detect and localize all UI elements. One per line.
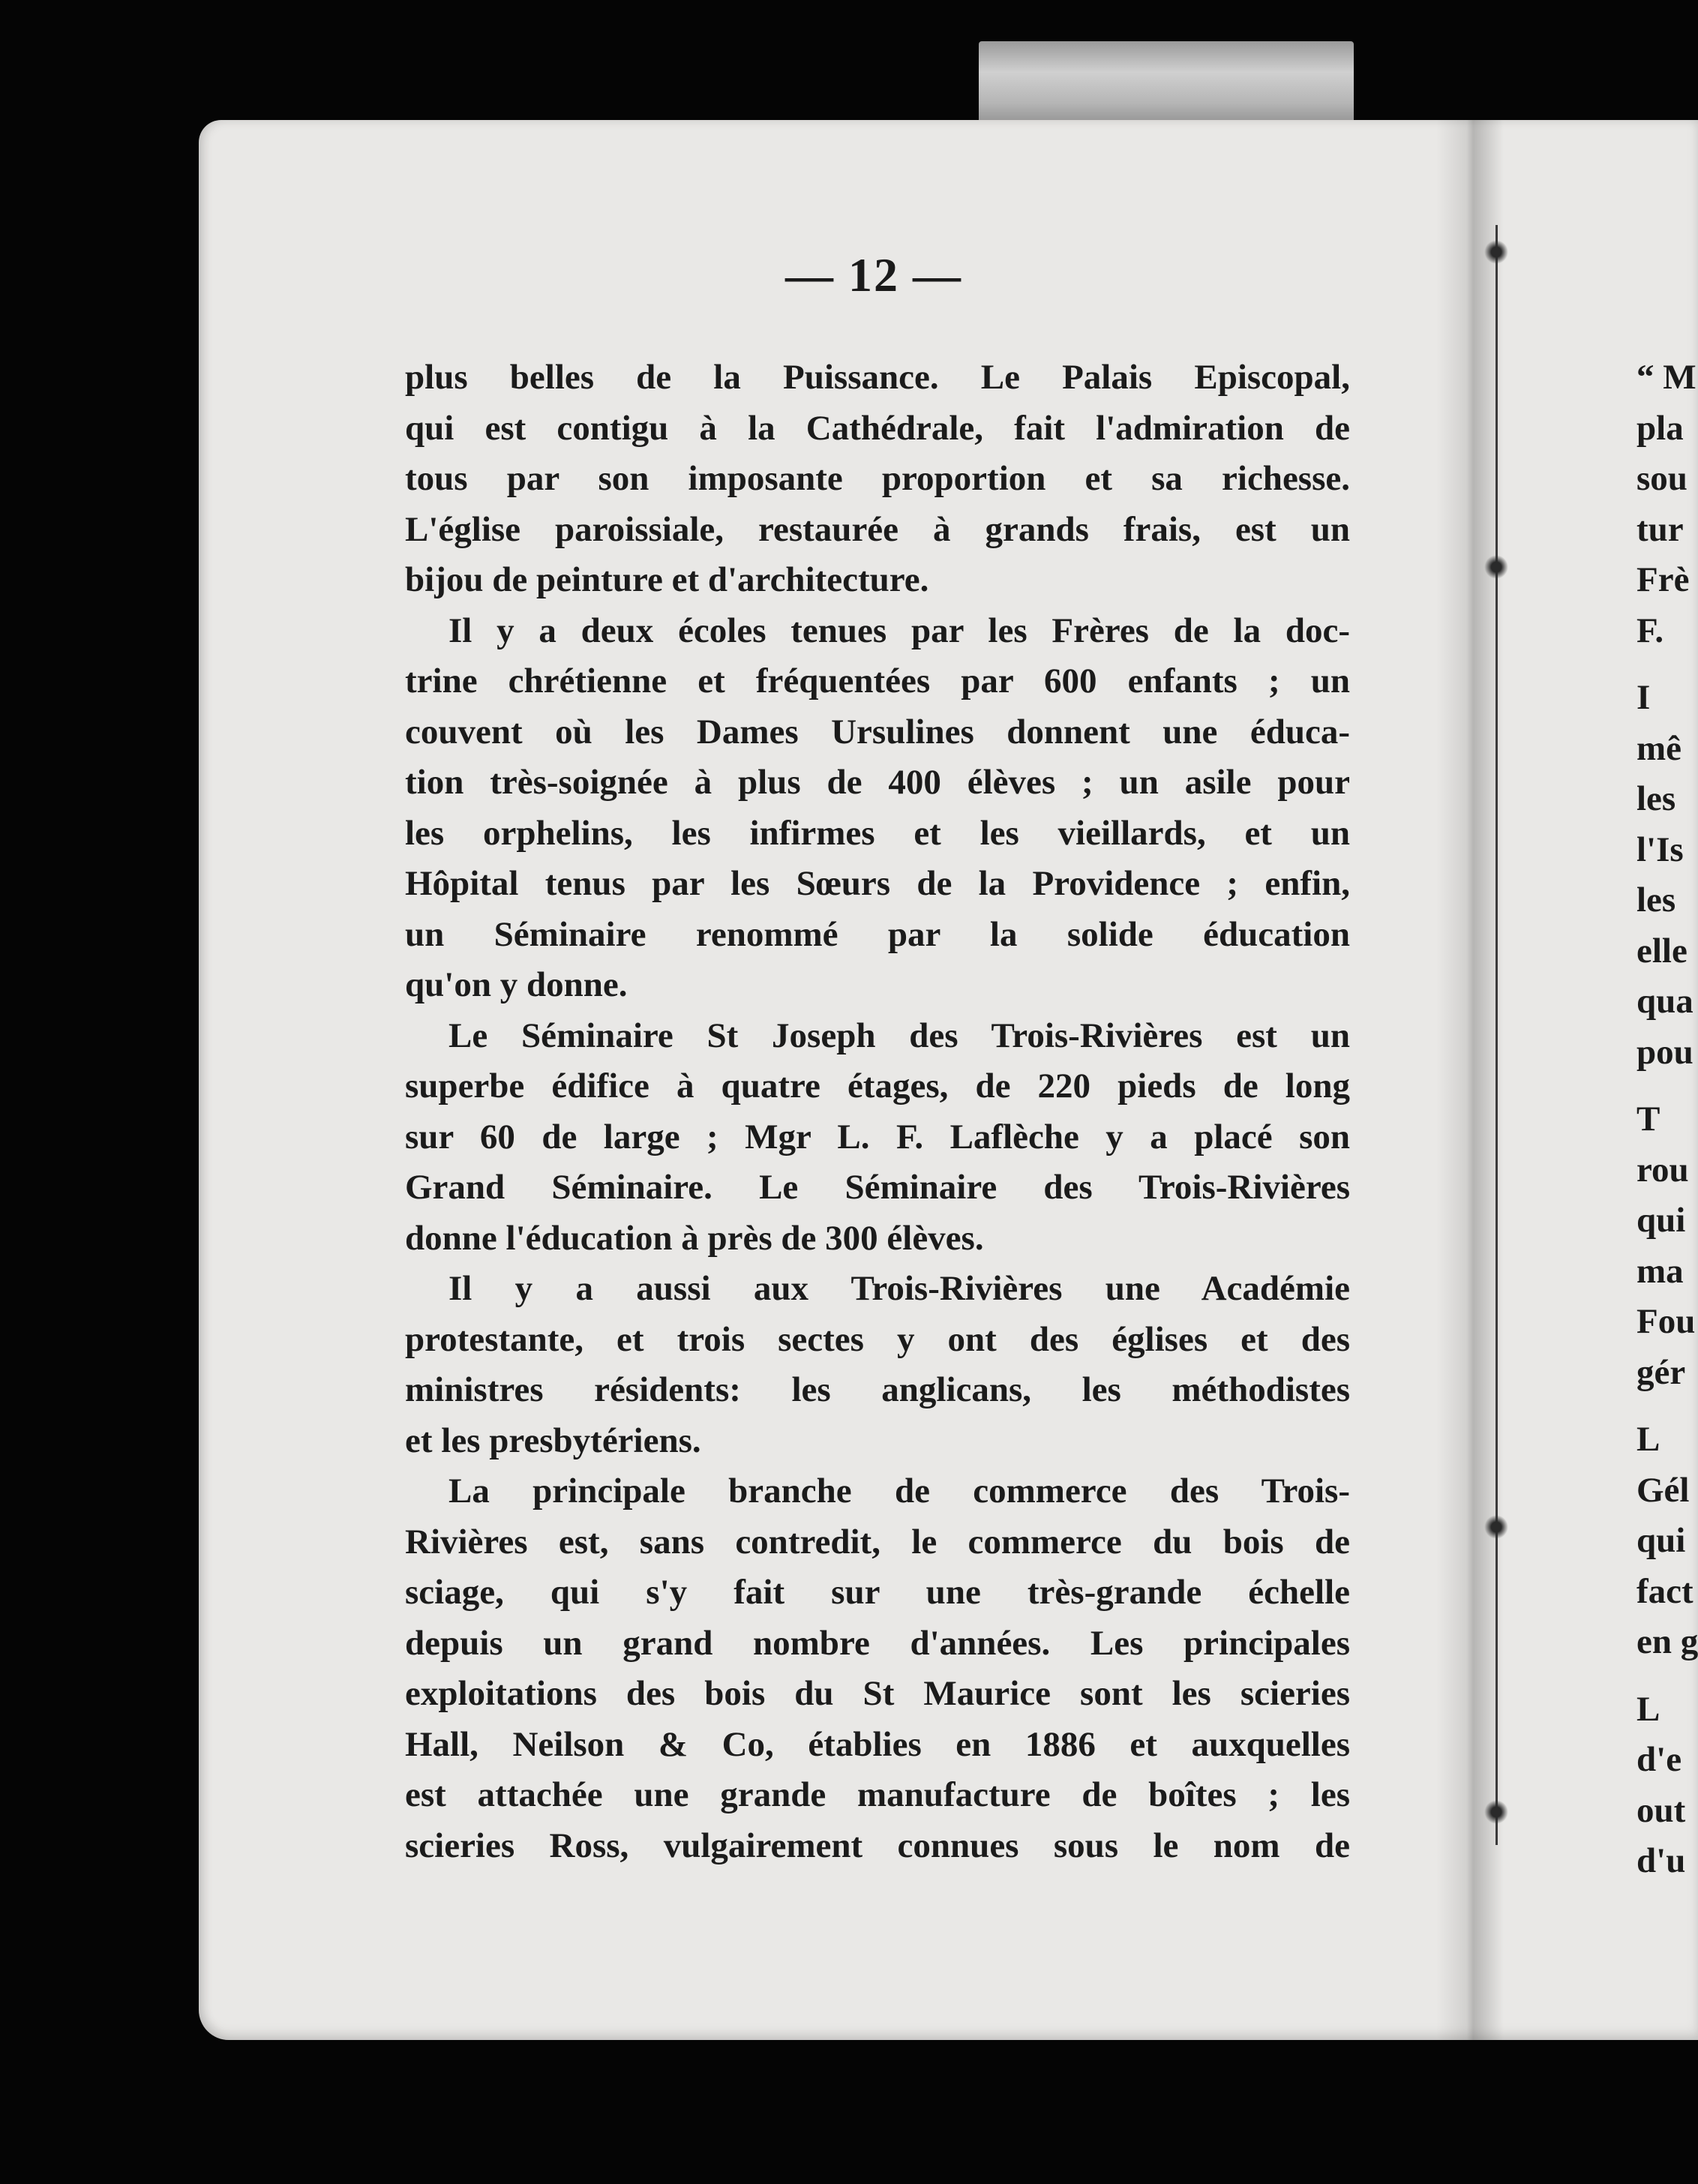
text-line: Grand Séminaire. Le Séminaire des Trois-Rivières xyxy=(405,1168,1350,1207)
top-tab xyxy=(979,41,1354,130)
fragment-line: tur xyxy=(1636,509,1684,549)
text-line: ministres résidents: les anglicans, les méthodistes xyxy=(405,1370,1350,1409)
fragment-line: rou xyxy=(1636,1150,1689,1190)
fragment-line: qua xyxy=(1636,982,1694,1021)
fragment-line: Fou xyxy=(1636,1302,1696,1341)
text-line: scieries Ross, vulgairement connues sous le nom de xyxy=(405,1826,1350,1865)
fragment-line: fact xyxy=(1636,1571,1694,1611)
text-line: les orphelins, les infirmes et les vieillards, et un xyxy=(405,813,1350,853)
text-line: Il y a deux écoles tenues par les Frères de la doc- xyxy=(448,610,1350,650)
text-line: Rivières est, sans contredit, le commerce du bois de xyxy=(405,1522,1350,1562)
page-body xyxy=(405,352,1350,1871)
binding-thread xyxy=(1481,225,1511,1845)
fragment-line: d'e xyxy=(1636,1740,1682,1779)
fragment-line: L xyxy=(1636,1420,1660,1459)
text-line: Hôpital tenus par les Sœurs de la Providence ; enfin, xyxy=(405,864,1350,903)
fragment-line: ma xyxy=(1636,1251,1684,1291)
thread-knot xyxy=(1484,555,1508,579)
fragment-line: d'u xyxy=(1636,1841,1686,1880)
text-line: sciage, qui s'y fait sur une très-grande échelle xyxy=(405,1573,1350,1612)
fragment-line: Frè xyxy=(1636,560,1690,599)
text-line: sur 60 de large ; Mgr L. F. Laflèche y a placé son xyxy=(405,1117,1350,1156)
fragment-line: l'Is xyxy=(1636,830,1684,869)
text-line: un Séminaire renommé par la solide éducation xyxy=(405,914,1350,954)
fragment-line: T xyxy=(1636,1100,1660,1138)
text-line: Il y a aussi aux Trois-Rivières une Académie xyxy=(448,1269,1350,1308)
text-line: qui est contigu à la Cathédrale, fait l'admiration de xyxy=(405,408,1350,448)
text-line: couvent où les Dames Ursulines donnent une éduca- xyxy=(405,712,1350,752)
fragment-line: qui xyxy=(1636,1521,1686,1560)
thread-line xyxy=(1496,225,1498,1845)
text-line: tous par son imposante proportion et sa richesse. xyxy=(405,459,1350,498)
fragment-line: qui xyxy=(1636,1201,1686,1240)
text-line: et les presbytériens. xyxy=(405,1420,701,1460)
text-line: tion très-soignée à plus de 400 élèves ; un asile pour xyxy=(405,763,1350,802)
text-line: La principale branche de commerce des Trois- xyxy=(448,1472,1350,1510)
page-number: — 12 — xyxy=(785,248,962,302)
fragment-line: gér xyxy=(1636,1352,1686,1392)
fragment-line: sou xyxy=(1636,459,1688,498)
text-line: est attachée une grande manufacture de boîtes ; les xyxy=(405,1775,1350,1814)
fragment-line: mê xyxy=(1636,728,1682,768)
fragment-line: en g xyxy=(1636,1622,1698,1661)
fragment-line: les xyxy=(1636,779,1676,818)
text-line: protestante, et trois sectes y ont des églises et des xyxy=(405,1319,1350,1359)
fragment-line: elle xyxy=(1636,931,1688,970)
thread-knot xyxy=(1484,240,1508,264)
fragment-line: out xyxy=(1636,1790,1686,1830)
fragment-line: pla xyxy=(1636,408,1684,448)
text-line: qu'on y donne. xyxy=(405,965,628,1004)
text-line: depuis un grand nombre d'années. Les principales xyxy=(405,1623,1350,1663)
text-line: donne l'éducation à près de 300 élèves. xyxy=(405,1218,984,1258)
next-page-fragment xyxy=(1636,352,1698,1887)
fragment-line: pou xyxy=(1636,1032,1694,1072)
text-line: superbe édifice à quatre étages, de 220 pieds de long xyxy=(405,1066,1350,1106)
text-line: bijou de peinture et d'architecture. xyxy=(405,560,929,599)
fragment-line: les xyxy=(1636,880,1676,920)
fragment-line: L xyxy=(1636,1689,1660,1729)
text-line: Hall, Neilson & Co, établies en 1886 et auxquelles xyxy=(405,1724,1350,1764)
fragment-line: Gél xyxy=(1636,1470,1690,1510)
thread-knot xyxy=(1484,1515,1508,1539)
text-line: trine chrétienne et fréquentées par 600 enfants ; un xyxy=(405,662,1350,700)
fragment-line: “ M xyxy=(1636,358,1696,397)
fragment-line: F. xyxy=(1636,610,1664,650)
text-line: Le Séminaire St Joseph des Trois-Rivières est un xyxy=(448,1016,1350,1055)
fragment-line: I xyxy=(1636,678,1651,717)
text-line: plus belles de la Puissance. Le Palais Episcopal, xyxy=(405,358,1350,397)
thread-knot xyxy=(1484,1800,1508,1824)
text-line: exploitations des bois du St Maurice sont les scieries xyxy=(405,1674,1350,1713)
text-line: L'église paroissiale, restaurée à grands frais, est un xyxy=(405,509,1350,549)
